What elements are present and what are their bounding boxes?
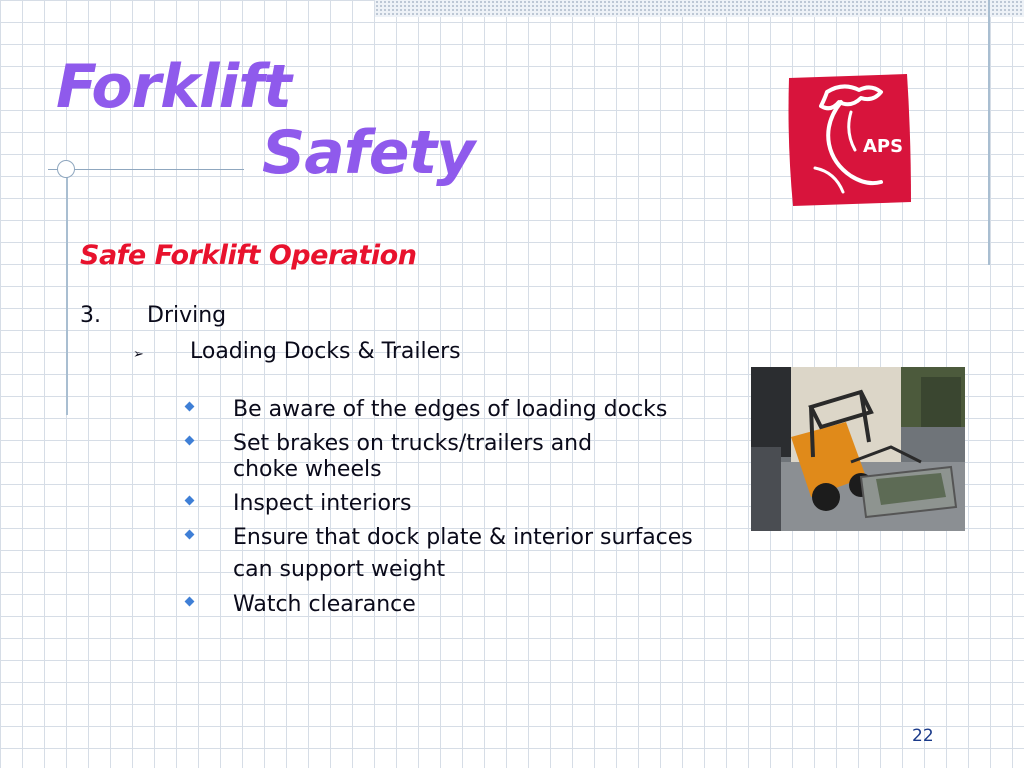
slide-title-line-2: Safety (262, 118, 475, 188)
bullet-item (185, 431, 755, 482)
bullet-text: Be aware of the edges of loading docks (233, 397, 668, 422)
bullet-list (185, 397, 755, 626)
bullet-text: Set brakes on trucks/trailers and choke wheels (233, 431, 593, 482)
decorative-right-rule (988, 0, 990, 265)
page-number: 22 (912, 726, 934, 746)
bullet-item (185, 525, 755, 550)
bullet-text: Inspect interiors (233, 490, 412, 516)
aps-logo (785, 72, 915, 208)
diamond-bullet-icon (185, 436, 195, 446)
bullet-text: Ensure that dock plate & interior surfaces (233, 525, 693, 551)
sub-item-label: Loading Docks & Trailers (190, 339, 461, 364)
slide-title-line-1: Forklift (56, 52, 291, 122)
bullet-item (185, 592, 755, 617)
decorative-title-rule (48, 169, 244, 170)
diamond-bullet-icon (185, 402, 195, 412)
diamond-bullet-icon (185, 596, 195, 606)
item-label: Driving (147, 303, 227, 328)
bullet-item (185, 491, 755, 516)
diamond-bullet-icon (185, 495, 195, 505)
diamond-bullet-icon (185, 530, 195, 540)
bullet-continuation (185, 557, 755, 582)
decorative-circle-marker (57, 160, 75, 178)
bullet-item (185, 397, 755, 422)
bullet-text: Watch clearance (233, 591, 416, 617)
logo-text: APS (862, 136, 904, 157)
forklift-photo (751, 367, 965, 531)
bullet-text: can support weight (233, 557, 446, 583)
decorative-top-band (375, 0, 1024, 17)
arrow-bullet-icon: ➢ (133, 347, 144, 362)
section-heading: Safe Forklift Operation (80, 240, 417, 271)
item-number: 3. (80, 303, 101, 328)
decorative-left-rule (66, 165, 68, 415)
